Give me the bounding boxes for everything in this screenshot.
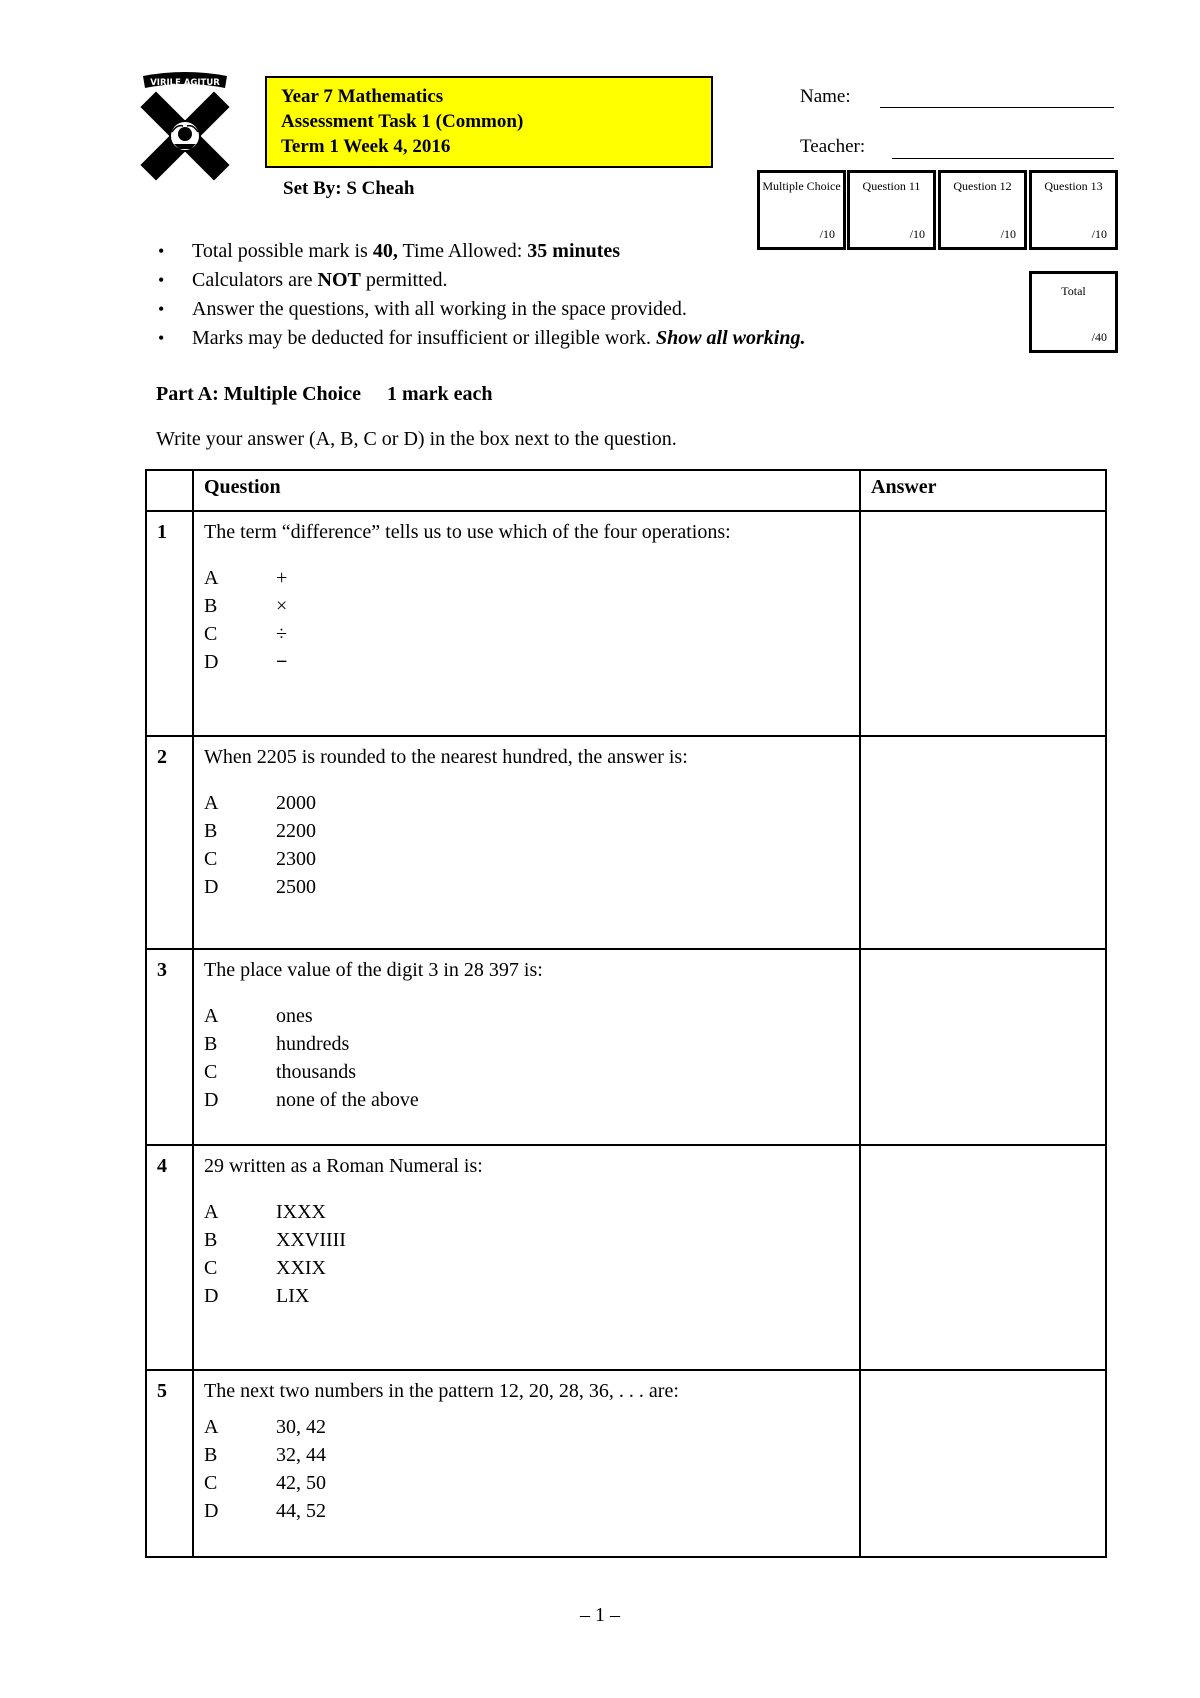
title-line-3: Term 1 Week 4, 2016 [281,136,451,157]
option-letter: B [204,1444,218,1466]
option-value: thousands [276,1061,356,1083]
set-by: Set By: S Cheah [283,178,415,199]
option-value: XXIX [276,1257,326,1279]
option-value: hundreds [276,1033,350,1055]
option [204,817,849,845]
option-value: 30, 42 [276,1416,326,1438]
option-letter: A [204,792,219,814]
score-box-question-11[interactable] [847,170,936,250]
answer-box-4[interactable] [860,1145,1106,1370]
multiple-choice-table [145,469,1107,1558]
header-number [146,470,193,511]
option-value: − [276,651,288,673]
option [204,592,849,620]
instruction-item [156,237,805,266]
option-letter: B [204,1229,218,1251]
options-list [204,1002,849,1114]
header-answer: Answer [860,470,1106,511]
option [204,1469,849,1497]
option [204,1198,849,1226]
teacher-label: Teacher: [800,136,866,157]
option [204,564,849,592]
option [204,620,849,648]
option-letter: C [204,1257,218,1279]
option-letter: A [204,567,219,589]
option-letter: B [204,595,218,617]
option [204,1282,849,1310]
name-field[interactable] [880,107,1114,108]
option [204,1441,849,1469]
option-letter: A [204,1416,219,1438]
option-value: 2500 [276,876,316,898]
option-letter: A [204,1201,219,1223]
option [204,1413,849,1441]
option-letter: C [204,1061,218,1083]
header-question: Question [193,470,860,511]
score-box-max: /10 [1091,227,1107,241]
option-value: 2300 [276,848,316,870]
total-mark: 40, [372,240,398,262]
options-list [204,789,849,901]
question-cell [193,511,860,736]
score-box-max: /10 [909,227,925,241]
question-text: The place value of the digit 3 in 28 397 is: [204,959,543,981]
answer-box-5[interactable] [860,1370,1106,1557]
teacher-field[interactable] [892,158,1114,159]
answer-box-3[interactable] [860,949,1106,1145]
instruction-emphasis: NOT [317,269,361,291]
score-box-label: Question 11 [862,179,921,193]
part-a-title [156,383,493,406]
question-cell [193,949,860,1145]
question-cell [193,736,860,949]
question-row-1 [146,511,1106,736]
instruction-text: Calculators are [192,269,318,291]
instructions-list [156,237,805,353]
option-letter: B [204,820,218,842]
options-list [204,1413,849,1525]
instruction-item [156,324,805,353]
question-row-3 [146,949,1106,1145]
score-box-question-13[interactable] [1029,170,1118,250]
option-letter: D [204,1285,219,1307]
question-text: The term “difference” tells us to use which of the four operations: [204,521,731,543]
option-letter: D [204,651,219,673]
question-text: When 2205 is rounded to the nearest hundred, the answer is: [204,746,688,768]
instruction-text: Time Allowed: [397,240,528,262]
score-box-question-12[interactable] [938,170,1027,250]
option-value: none of the above [276,1089,419,1111]
option [204,873,849,901]
assessment-title-box [265,76,713,168]
part-a-marks: 1 mark each [386,383,493,405]
question-text: The next two numbers in the pattern 12, 20, 28, 36, . . . are: [204,1380,679,1402]
question-number: 2 [146,736,193,949]
instruction-item [156,295,805,324]
question-row-5 [146,1370,1106,1557]
option-letter: D [204,876,219,898]
option-letter: B [204,1033,218,1055]
instruction-text: Total possible mark is [192,240,373,262]
page-number: – 1 – [580,1604,620,1626]
score-box-label: Question 12 [953,179,1012,193]
option-letter: C [204,1472,218,1494]
option [204,1086,849,1114]
part-a-instruction: Write your answer (A, B, C or D) in the box next to the question. [156,428,677,450]
table-header-row [146,470,1106,511]
option-value: LIX [276,1285,310,1307]
score-box-label: Multiple Choice [762,179,841,193]
score-box-max: /10 [819,227,835,241]
option-value: IXXX [276,1201,326,1223]
option-value: 2200 [276,820,316,842]
option-value: 42, 50 [276,1472,326,1494]
instruction-text: permitted. [360,269,448,291]
instruction-text: Answer the questions, with all working in the space provided. [192,298,687,320]
question-cell [193,1370,860,1557]
option-letter: D [204,1500,219,1522]
option [204,1030,849,1058]
time-allowed: 35 minutes [527,240,621,262]
option-value: 32, 44 [276,1444,326,1466]
option-value: ÷ [276,623,287,645]
answer-box-1[interactable] [860,511,1106,736]
question-row-4 [146,1145,1106,1370]
option-value: 2000 [276,792,316,814]
score-box-max: /10 [1000,227,1016,241]
total-label: Total [1061,284,1086,298]
question-number: 3 [146,949,193,1145]
option-value: ones [276,1005,313,1027]
option [204,845,849,873]
question-text: 29 written as a Roman Numeral is: [204,1155,483,1177]
question-number: 5 [146,1370,193,1557]
instruction-emphasis: Show all working. [655,327,806,349]
instruction-text: Marks may be deducted for insufficient or illegible work. [192,327,656,349]
title-line-1: Year 7 Mathematics [281,86,444,107]
option-value: 44, 52 [276,1500,326,1522]
options-list [204,1198,849,1310]
option-letter: C [204,623,218,645]
option-letter: D [204,1089,219,1111]
option-value: + [276,567,288,589]
total-max: /40 [1091,330,1107,344]
option [204,648,849,676]
part-a-heading: Part A: Multiple Choice [156,383,361,405]
option [204,1058,849,1086]
option [204,1002,849,1030]
option [204,789,849,817]
option-value: × [276,595,288,617]
score-box-label: Question 13 [1044,179,1103,193]
name-label: Name: [800,86,851,107]
question-row-2 [146,736,1106,949]
school-crest-logo [140,70,230,182]
answer-box-2[interactable] [860,736,1106,949]
options-list [204,564,849,676]
option-letter: A [204,1005,219,1027]
option [204,1497,849,1525]
title-line-2: Assessment Task 1 (Common) [281,111,524,132]
question-cell [193,1145,860,1370]
option-value: XXVIIII [276,1229,346,1251]
option [204,1254,849,1282]
question-number: 1 [146,511,193,736]
question-number: 4 [146,1145,193,1370]
option [204,1226,849,1254]
crest-motto: VIRILE AGITUR [150,78,220,88]
score-box-total[interactable] [1029,271,1118,353]
option-letter: C [204,848,218,870]
instruction-item [156,266,805,295]
